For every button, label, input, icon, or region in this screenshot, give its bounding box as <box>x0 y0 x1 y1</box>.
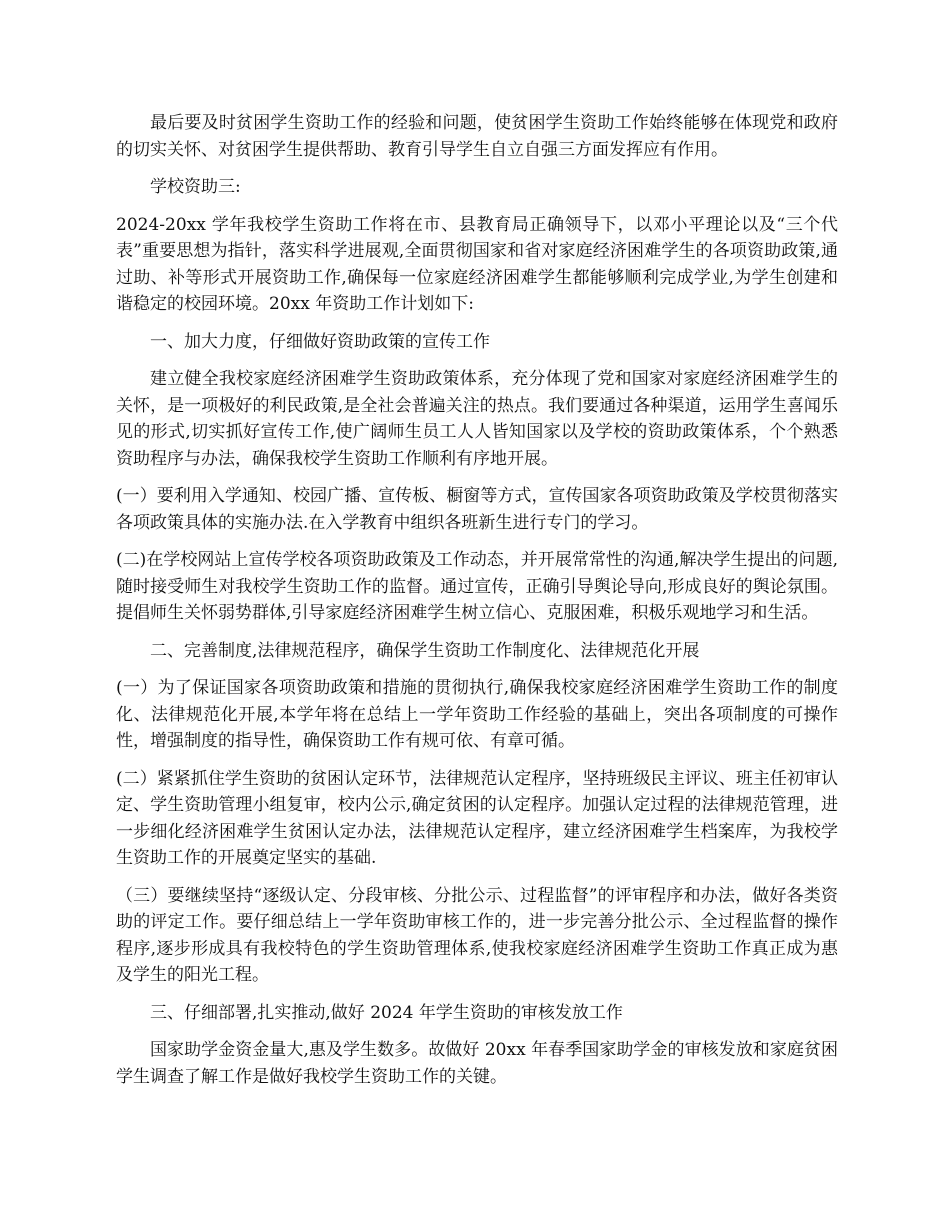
section-title: 学校资助三: <box>150 177 241 197</box>
heading-one: 一、加大力度，仔细做好资助政策的宣传工作 <box>150 331 490 352</box>
paragraph-national-grant: 国家助学金资金量大,惠及学生数多。故做好 20xx 年春季国家助学金的审核发放和家庭贫困学生调查了解工作是做好我校学生资助工作的关键。 <box>116 1040 838 1087</box>
paragraph-item-1-1: (一）要利用入学通知、校园广播、宣传板、橱窗等方式，宣传国家各项资助政策及学校贯彻落实各项政策具体的实施办法.在入学教育中组织各班新生进行专门的学习。 <box>116 486 838 533</box>
paragraph-item-1-2: (二)在学校网站上宣传学校各项资助政策及工作动态，并开展常常性的沟通,解决学生提出的问题,随时接受师生对我校学生资助工作的监督。通过宣传，正确引导舆论导向,形成良好的舆论氛围。提倡师生关怀弱势群体,引导家庭经济困难学生树立信心、克服困难，积极乐观地学习和生活。 <box>116 550 838 623</box>
paragraph-closing-summary: 最后要及时贫困学生资助工作的经验和问题，使贫困学生资助工作始终能够在体现党和政府的切实关怀、对贫困学生提供帮助、教育引导学生自立自强三方面发挥应有作用。 <box>116 113 838 160</box>
paragraph-policy-system: 建立健全我校家庭经济困难学生资助政策体系，充分体现了党和国家对家庭经济困难学生的关怀，是一项极好的利民政策,是全社会普遍关注的热点。我们要通过各种渠道，运用学生喜闻乐见的形式,切实抓好宣传工作,使广阔师生员工人人皆知国家以及学校的资助政策体系，个个熟悉资助程序与办法，确保我校学生资助工作顺利有序地开展。 <box>116 369 838 469</box>
paragraph-item-2-3: （三）要继续坚持“逐级认定、分段审核、分批公示、过程监督”的评审程序和办法，做好各类资助的评定工作。要仔细总结上一学年资助审核工作的，进一步完善分批公示、全过程监督的操作程序,逐步形成具有我校特色的学生资助管理体系,使我校家庭经济困难学生资助工作真正成为惠及学生的阳光工程。 <box>116 885 838 985</box>
paragraph-intro: 2024-20xx 学年我校学生资助工作将在市、县教育局正确领导下，以邓小平理论以及“三个代表”重要思想为指针，落实科学进展观,全面贯彻国家和省对家庭经济困难学生的各项资助政策,通过助、补等形式开展资助工作,确保每一位家庭经济困难学生都能够顺利完成学业,为学生创建和谐稳定的校园环境。20xx 年资助工作计划如下: <box>116 214 838 314</box>
paragraph-item-2-1: (一）为了保证国家各项资助政策和措施的贯彻执行,确保我校家庭经济困难学生资助工作的制度化、法律规范化开展,本学年将在总结上一学年资助工作经验的基础上，突出各项制度的可操作性，增强制度的指导性，确保资助工作有规可依、有章可循。 <box>116 678 838 751</box>
heading-two: 二、完善制度,法律规范程序，确保学生资助工作制度化、法律规范化开展 <box>150 640 700 661</box>
paragraph-item-2-2: (二）紧紧抓住学生资助的贫困认定环节，法律规范认定程序，坚持班级民主评议、班主任初审认定、学生资助管理小组复审，校内公示,确定贫困的认定程序。加强认定过程的法律规范管理，进一步细化经济困难学生贫困认定办法，法律规范认定程序，建立经济困难学生档案库，为我校学生资助工作的开展奠定坚实的基础. <box>116 768 838 868</box>
document-page <box>116 110 838 1101</box>
heading-three: 三、仔细部署,扎实推动,做好 2024 年学生资助的审核发放工作 <box>150 1002 623 1023</box>
